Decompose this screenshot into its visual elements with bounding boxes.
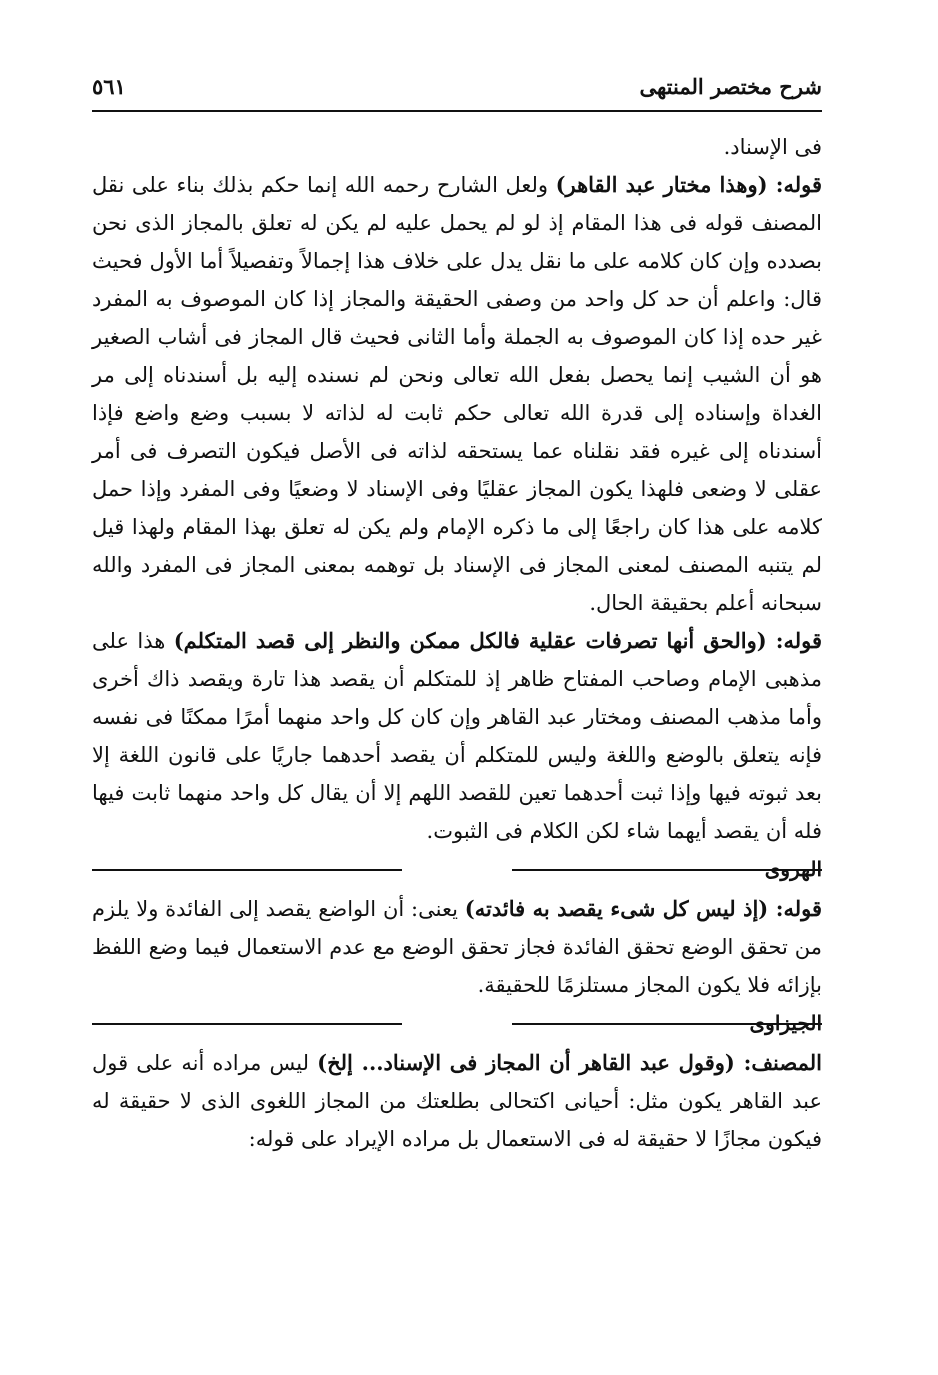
separator-line (92, 869, 402, 871)
paragraph-text: هذا على مذهبى الإمام وصاحب المفتاح ظاهر إذ للمتكلم أن يقصد هذا تارة ويقصد ذاك أخرى وأما مذهب المصنف ومختار عبد القاهر وإن كان كل واحد منهما أمرًا ممكنًا فى نفسه فإنه يتعلق بالوضع واللغة وليس للمتكلم أن يقصد أحدهما جاريًا على قانون اللغة إلا بعد ثبوته فيها وإذا ثبت أحدهما تعين للقصد اللهم إلا أن يقال كل واحد منهما ثابت فيها فله أن يقصد أيهما شاء لكن الكلام فى الثبوت. (92, 629, 822, 843)
paragraph-text: ليس مراده أنه على قول عبد القاهر يكون مثل: أحيانى اكتحالى بطلعتك من المجاز اللغوى الذى لا حقيقة له فيكون مجازًا لا حقيقة له فى الاستعمال بل مراده الإيراد على قوله: (92, 1051, 822, 1151)
paragraph (92, 1044, 822, 1158)
paragraph-text: فى الإسناد. (723, 135, 822, 159)
paragraph-text: يعنى: أن الواضع يقصد إلى الفائدة ولا يلزم من تحقق الوضع تحقق الفائدة فجاز تحقق الوضع مع عدم الاستعمال فيما وضع اللفظ بإزائه فلا يكون المجاز مستلزمًا للحقيقة. (92, 897, 822, 997)
commentator-label: الجيزاوى (749, 1011, 822, 1035)
paragraph-lead: قوله: (والحق أنها تصرفات عقلية فالكل ممكن والنظر إلى قصد المتكلم) (173, 628, 822, 653)
page-number: ٥٦١ (92, 74, 126, 99)
paragraph (92, 622, 822, 850)
commentary-separator (92, 1006, 822, 1040)
commentator-label: الهروى (764, 857, 822, 881)
paragraph (92, 166, 822, 622)
header-rule (92, 110, 822, 112)
paragraph-lead: قوله: (وهذا مختار عبد القاهر) (555, 172, 822, 197)
paragraph-text: ولعل الشارح رحمه الله إنما حكم بذلك بناء على نقل المصنف قوله فى هذا المقام إذ لو لم يحمل عليه لم يكن له تعلق بالمجاز الذى نحن بصدده وإن كان كلامه على ما نقل يدل على خلاف هذا إجمالاً وتفصيلاً أما الأول فحيث قال: واعلم أن حد كل واحد من وصفى الحقيقة والمجاز إذا كان الموصوف به المفرد غير حده إذا كان الموصوف به الجملة وأما الثانى فحيث قال المجاز فى أشاب الصغير هو أن الشيب إنما يحصل بفعل الله تعالى ونحن لم نسنده إليه بل أسندناه إلى مر الغداة وإسناده إلى قدرة الله تعالى حكم ثابت له لذاته لا بسبب وضع واضع فإذا أسندناه إلى غيره فقد نقلناه عما يستحقه لذاته فى الأصل فيكون التصرف فى أمر عقلى لا وضعى فلهذا يكون المجاز عقليًا وفى الإسناد لا وضعيًا وفى المفرد وإذا حمل كلامه على هذا كان راجعًا إلى ما ذكره الإمام ولم يكن له تعلق بهذا المقام ولهذا قيل لم يتنبه المصنف لمعنى المجاز فى الإسناد بل توهمه بمعنى المجاز فى المفرد والله سبحانه أعلم بحقيقة الحال. (92, 173, 822, 615)
page-header (92, 68, 822, 108)
page-body (92, 128, 822, 1158)
separator-line (92, 1023, 402, 1025)
running-title: شرح مختصر المنتهى (639, 74, 822, 99)
paragraph (92, 890, 822, 1004)
commentary-separator (92, 852, 822, 886)
paragraph (92, 128, 822, 166)
paragraph-lead: المصنف: (وقول عبد القاهر أن المجاز فى الإسناد... إلخ) (317, 1050, 822, 1075)
paragraph-lead: قوله: (إذ ليس كل شىء يقصد به فائدته) (464, 896, 822, 921)
